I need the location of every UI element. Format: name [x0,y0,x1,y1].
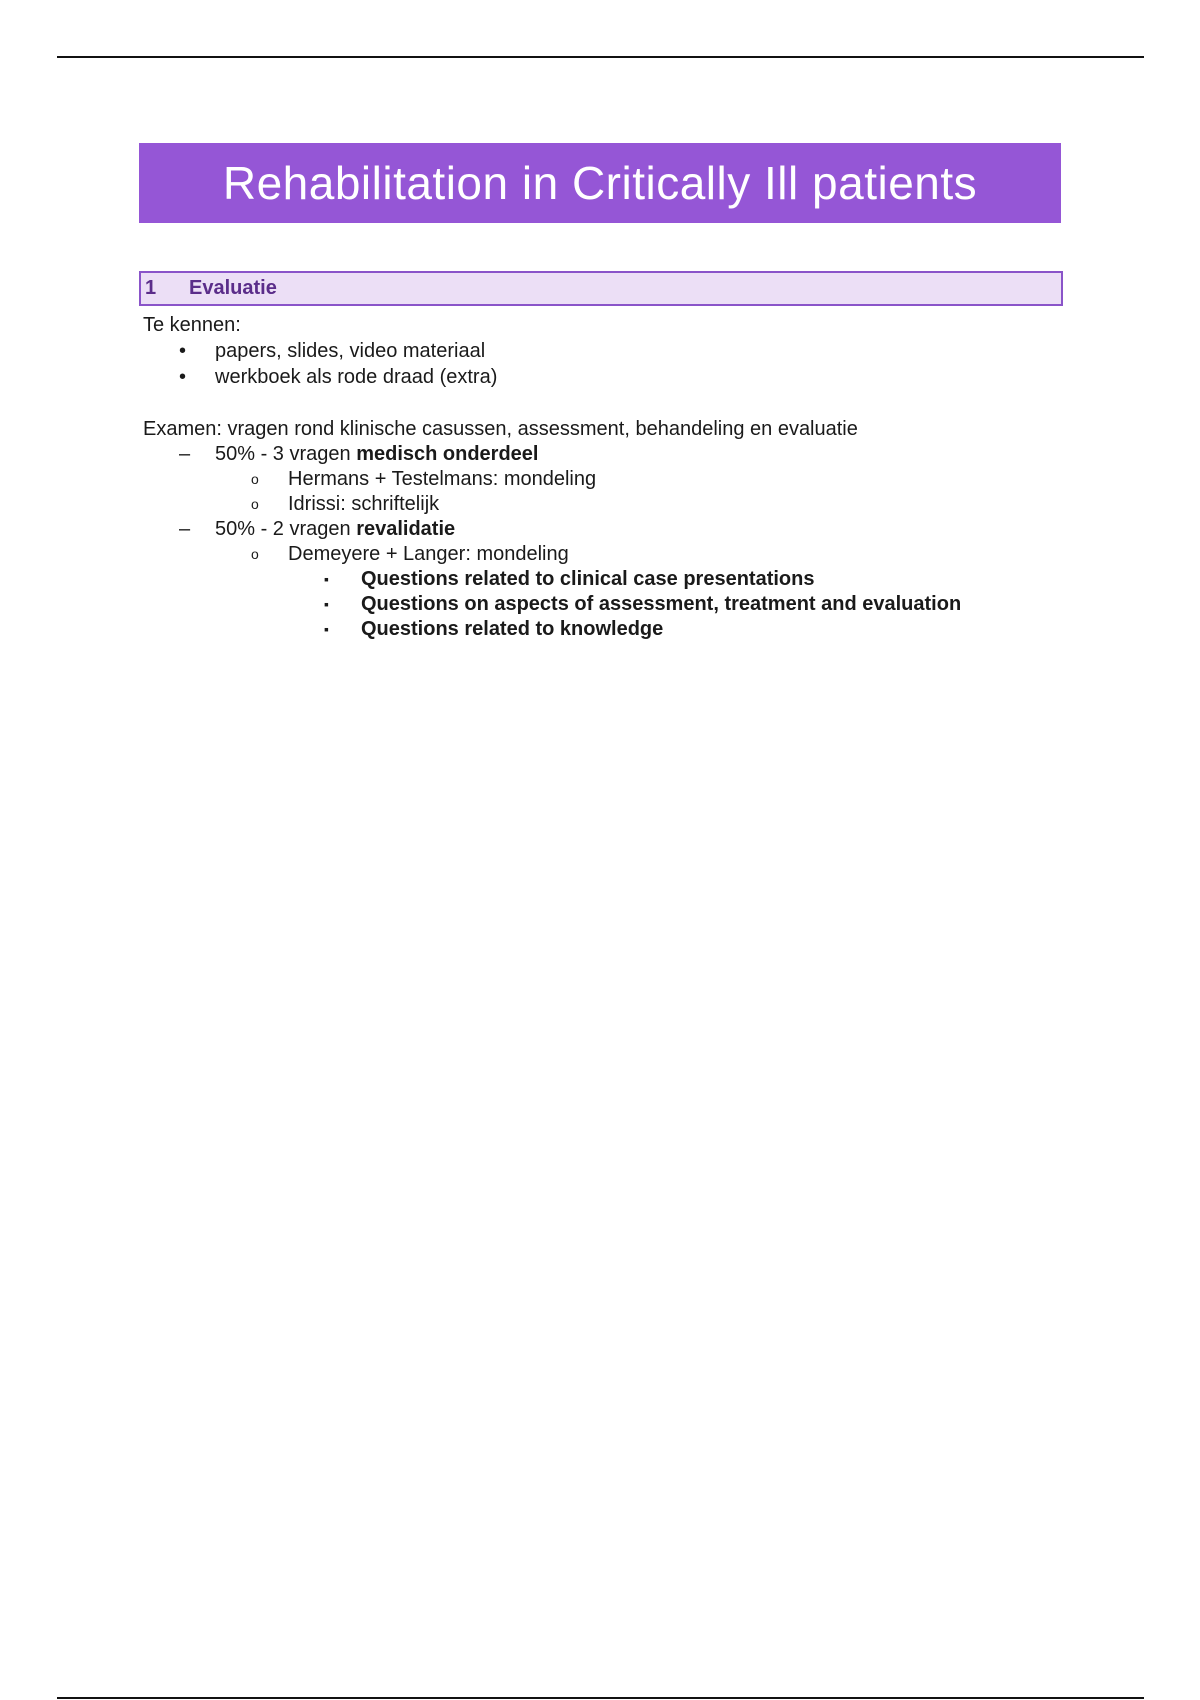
section-heading [139,271,1063,306]
section-title: Evaluatie [189,277,277,299]
header-rule [57,56,1144,58]
exam-part-prefix: 50% - 2 vragen [215,518,357,540]
list-item [143,338,1083,364]
list-item [143,591,1083,616]
list-item-text: Idrissi: schriftelijk [288,493,440,515]
list-item [143,566,1083,591]
circle-bullet-icon: o [251,546,259,562]
paragraph [143,312,1083,338]
list-item [143,466,1083,491]
dash-icon: – [179,443,191,465]
section-body [143,312,1083,641]
list-item-text: Hermans + Testelmans: mondeling [288,468,597,490]
list-item-text [215,441,538,467]
list-item [143,616,1083,641]
list-item-text: papers, slides, video materiaal [215,340,486,362]
footer-rule [57,1697,1144,1699]
list-item [143,541,1083,566]
dash-icon: – [179,518,191,540]
square-bullet-icon: ▪ [324,571,329,587]
exam-part-bold: revalidatie [356,518,456,540]
list-item [143,516,1083,541]
square-bullet-icon: ▪ [324,621,329,637]
section-number: 1 [145,277,157,299]
list-item [143,364,1083,390]
paragraph [143,416,1083,441]
page-title: Rehabilitation in Critically Ill patients [222,157,978,209]
exam-intro: Examen: vragen rond klinische casussen, assessment, behandeling en evaluatie [143,418,858,440]
list-item-text: Demeyere + Langer: mondeling [288,543,569,565]
exam-part-bold: medisch onderdeel [356,443,539,465]
circle-bullet-icon: o [251,471,259,487]
list-item-text: Questions related to clinical case presentations [361,568,815,590]
title-banner [139,143,1061,223]
list-item-text: Questions related to knowledge [361,618,664,640]
list-item [143,491,1083,516]
bullet-icon: • [179,366,187,388]
list-item-text: werkboek als rode draad (extra) [215,366,498,388]
exam-part-prefix: 50% - 3 vragen [215,443,357,465]
list-item-text: Questions on aspects of assessment, treatment and evaluation [361,593,962,615]
spacer [143,390,1083,416]
square-bullet-icon: ▪ [324,596,329,612]
list-item-text [215,516,455,542]
know-intro: Te kennen: [143,314,241,336]
bullet-icon: • [179,340,187,362]
list-item [143,441,1083,466]
circle-bullet-icon: o [251,496,259,512]
